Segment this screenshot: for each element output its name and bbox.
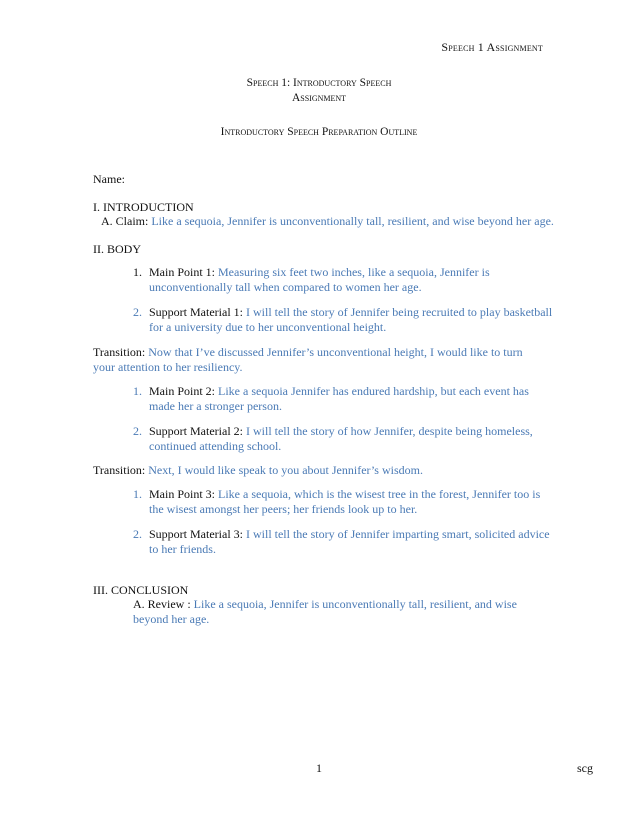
item-number: 2. bbox=[133, 424, 142, 438]
footer-initials: scg bbox=[577, 761, 593, 775]
transition-line bbox=[93, 463, 543, 478]
item-label: Support Material 1: bbox=[149, 305, 243, 319]
item-text: Like a sequoia Jennifer has endured hardship, but each event has made her a stronger person. bbox=[149, 384, 529, 413]
outline-item bbox=[133, 384, 553, 414]
item-text: I will tell the story of Jennifer being recruited to play basketball for a university due to her unconventional height. bbox=[149, 305, 553, 334]
outline-item bbox=[133, 527, 553, 557]
transition-text: Next, I would like speak to you about Jennifer’s wisdom. bbox=[148, 463, 423, 477]
item-label: Support Material 3: bbox=[149, 527, 243, 541]
review-text: Like a sequoia, Jennifer is unconventionally tall, resilient, and wise beyond her age. bbox=[133, 597, 517, 626]
item-text: I will tell the story of Jennifer imparting smart, solicited advice to her friends. bbox=[149, 527, 550, 556]
claim-line bbox=[101, 214, 554, 229]
document-title bbox=[0, 76, 638, 106]
name-label: Name: bbox=[93, 172, 125, 186]
outline-item bbox=[133, 265, 553, 295]
item-number: 2. bbox=[133, 305, 142, 319]
item-number: 1. bbox=[133, 265, 142, 279]
item-label: Main Point 2: bbox=[149, 384, 216, 398]
outline-item bbox=[133, 424, 553, 454]
running-header: Speech 1 Assignment bbox=[441, 40, 543, 54]
item-label: Main Point 1: bbox=[149, 265, 216, 279]
item-text: I will tell the story of how Jennifer, despite being homeless, continued attending school. bbox=[149, 424, 533, 453]
review-label: A. Review : bbox=[133, 597, 191, 611]
item-label: Main Point 3: bbox=[149, 487, 216, 501]
transition-line bbox=[93, 345, 543, 375]
body-heading: II. BODY bbox=[93, 242, 141, 256]
item-number: 1. bbox=[133, 487, 142, 501]
document-subtitle: Introductory Speech Preparation Outline bbox=[220, 126, 418, 138]
item-number: 1. bbox=[133, 384, 142, 398]
conclusion-heading: III. CONCLUSION bbox=[93, 583, 189, 597]
document-title-line2: Assignment bbox=[291, 92, 347, 104]
page-number: 1 bbox=[316, 761, 322, 775]
item-text: Like a sequoia, which is the wisest tree in the forest, Jennifer too is the wisest amongst her peers; her friends look up to her. bbox=[149, 487, 541, 516]
claim-text: Like a sequoia, Jennifer is unconventionally tall, resilient, and wise beyond her age. bbox=[151, 214, 554, 228]
outline-item bbox=[133, 305, 553, 335]
outline-item bbox=[133, 487, 553, 517]
claim-label: A. Claim: bbox=[101, 214, 149, 228]
review-line bbox=[133, 597, 553, 627]
transition-label: Transition: bbox=[93, 345, 146, 359]
item-label: Support Material 2: bbox=[149, 424, 243, 438]
transition-label: Transition: bbox=[93, 463, 146, 477]
item-number: 2. bbox=[133, 527, 142, 541]
document-title-line1: Speech 1: Introductory Speech bbox=[246, 77, 392, 89]
transition-text: Now that I’ve discussed Jennifer’s unconventional height, I would like to turn your attention to her resiliency. bbox=[93, 345, 523, 374]
item-text: Measuring six feet two inches, like a sequoia, Jennifer is unconventionally tall when compared to women her age. bbox=[149, 265, 490, 294]
introduction-heading: I. INTRODUCTION bbox=[93, 200, 194, 214]
